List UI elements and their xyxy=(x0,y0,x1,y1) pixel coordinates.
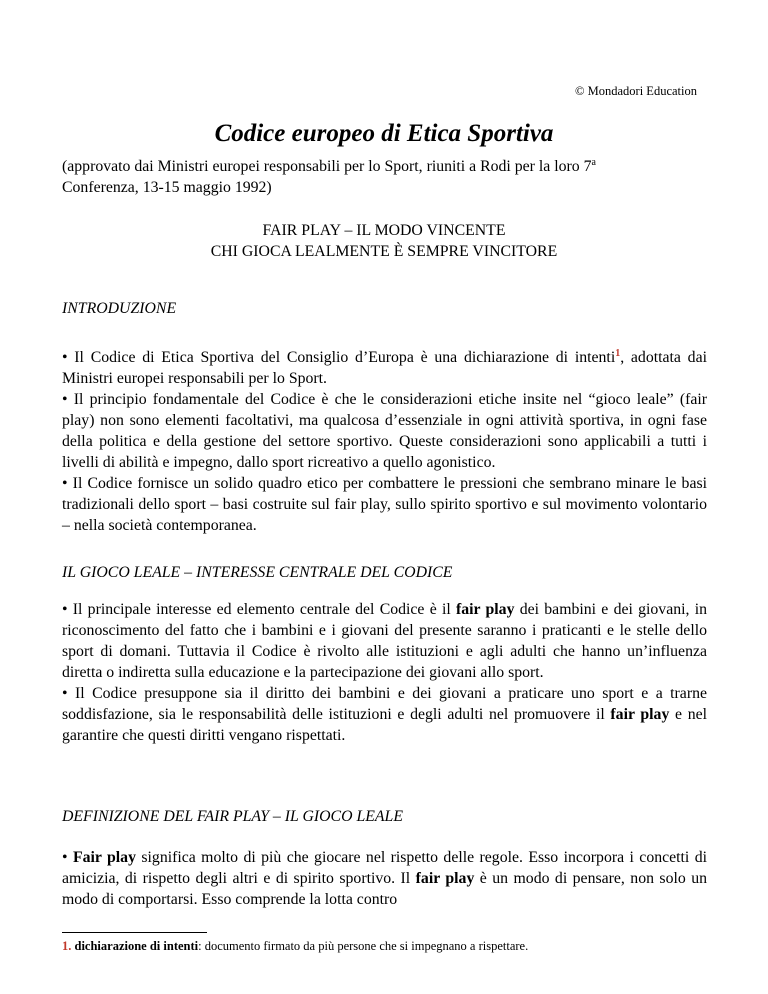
paragraph-text: • Il principale interesse ed elemento centrale del Codice è il xyxy=(62,601,456,618)
page-title: Codice europeo di Etica Sportiva xyxy=(214,120,554,147)
paragraph-text: • Il Codice presuppone sia il diritto dei bambini e dei giovani a praticare uno sport e a trarne soddisfazione, sia le responsabilità delle istituzioni e degli adulti nel promuovere il xyxy=(62,685,707,723)
section-body-gioco-leale xyxy=(62,599,707,746)
subtitle-text-1: (approvato dai Ministri europei responsabili per lo Sport, riuniti a Rodi per la loro 7 xyxy=(62,158,592,175)
footnote-number: 1. xyxy=(62,939,72,953)
paragraph-text: dei bambini e dei giovani, in riconoscimento del fatto che i bambini e i giovani del presente saranno i praticanti e le stelle dello sport di domani. Tuttavia il Codice è rivolto alle istituzioni e agli adulti che hanno un’influenza diretta o indiretta sulla educazione e la partecipazione dei giovani allo sport. xyxy=(62,601,707,681)
ordinal-superscript: a xyxy=(591,157,596,168)
paragraph-text: • Il Codice di Etica Sportiva del Consiglio d’Europa è una dichiarazione di intenti xyxy=(62,349,616,366)
paragraph xyxy=(62,343,707,389)
footnote-divider xyxy=(62,932,207,933)
bold-term: fair play xyxy=(455,601,515,618)
section-heading-introduzione: INTRODUZIONE xyxy=(62,300,177,317)
motto-line-1: FAIR PLAY – IL MODO VINCENTE xyxy=(262,222,506,239)
subtitle-text-2: Conferenza, 13-15 maggio 1992) xyxy=(62,179,272,196)
section-body-introduzione xyxy=(62,343,707,536)
section-body-definizione xyxy=(62,847,707,910)
section-heading-gioco-leale: IL GIOCO LEALE – INTERESSE CENTRALE DEL CODICE xyxy=(62,564,453,581)
paragraph-text: è un modo di pensare, non solo un modo di comportarsi. Esso comprende la lotta contro xyxy=(62,870,708,908)
copyright-notice: © Mondadori Education xyxy=(575,84,697,98)
bold-term: Fair play xyxy=(72,849,136,866)
motto xyxy=(0,220,768,262)
paragraph: • Il principio fondamentale del Codice è che le considerazioni etiche insite nel “gioco leale” (fair play) non sono elementi facoltativi, ma qualcosa d’essenziale in ogni attività sportiva, in ogni fase della politica e della gestione del settore sportivo. Queste considerazioni sono applicabili a tutti i livelli di abilità e impegno, dallo sport ricreativo a quello agonistico. xyxy=(62,391,707,471)
paragraph xyxy=(62,599,707,683)
footnote xyxy=(62,939,528,954)
paragraph-text: significa molto di più che giocare nel rispetto delle regole. Esso incorpora i concetti di amicizia, di rispetto degli altri e di spirito sportivo. Il xyxy=(62,849,707,887)
paragraph: • Fair play significa molto di più che giocare nel rispetto delle regole. Esso incorpora i concetti di amicizia, di rispetto degli altri e di spirito sportivo. Il fair play è un modo di pensare, non solo un modo di comportarsi. Esso comprende la lotta contro xyxy=(62,849,708,908)
paragraph-text: , adottata dai Ministri europei responsabili per lo Sport. xyxy=(62,349,707,387)
footnote-text: : documento firmato da più persone che si impegnano a rispettare. xyxy=(198,939,529,953)
paragraph xyxy=(62,683,707,746)
paragraph: • Il Codice fornisce un solido quadro etico per combattere le pressioni che sembrano minare le basi tradizionali dello sport – basi costruite sul fair play, sullo spirito sportivo e sul movimento volontario – nella società contemporanea. xyxy=(62,475,707,534)
bold-term: fair play xyxy=(415,870,475,887)
paragraph-text: e nel garantire che questi diritti vengano rispettati. xyxy=(62,706,707,744)
footnote-reference[interactable]: 1 xyxy=(615,348,621,359)
motto-line-2: CHI GIOCA LEALMENTE È SEMPRE VINCITORE xyxy=(210,243,558,260)
subtitle xyxy=(62,152,707,198)
footnote-term: dichiarazione di intenti xyxy=(74,939,199,953)
section-heading-definizione: DEFINIZIONE DEL FAIR PLAY – IL GIOCO LEALE xyxy=(62,808,403,825)
bold-term: fair play xyxy=(610,706,670,723)
